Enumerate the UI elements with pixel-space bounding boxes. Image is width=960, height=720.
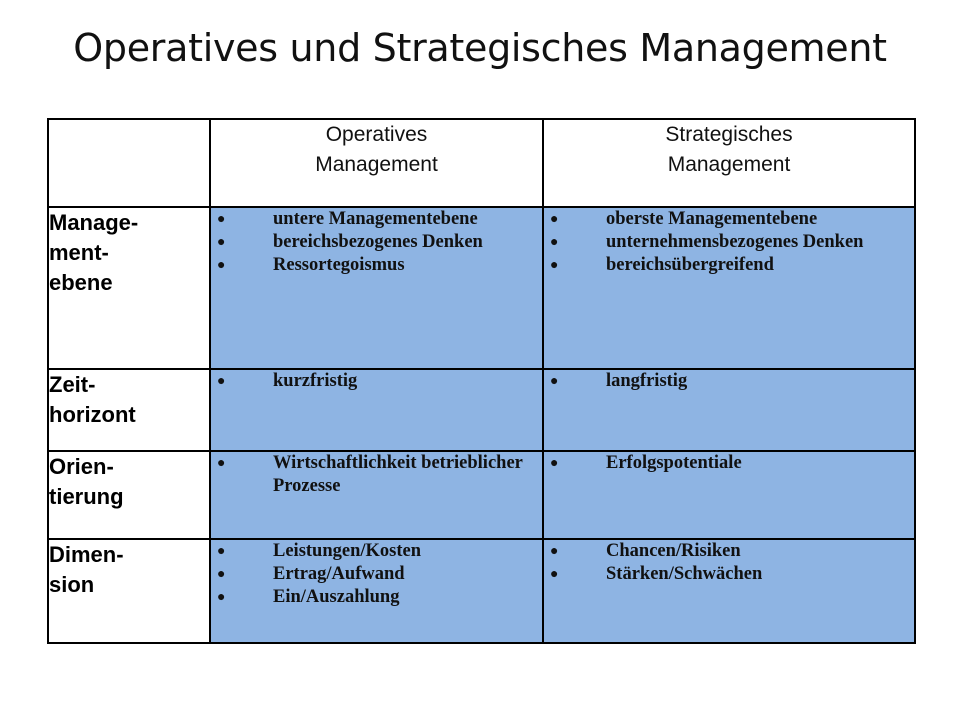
row-header-text: tierung <box>49 484 124 509</box>
bullet-icon: ● <box>217 212 226 227</box>
list-item <box>211 586 542 609</box>
row-header-text: Manage- <box>49 210 139 235</box>
row-header-text: Zeit- <box>49 372 96 397</box>
bullet-icon: ● <box>217 567 226 582</box>
column-header-text: Strategisches <box>665 123 793 146</box>
bullet-icon: ● <box>217 258 226 273</box>
bullet-icon: ● <box>217 374 226 389</box>
row-header-text: horizont <box>49 402 136 427</box>
bullet-text: Ein/Auszahlung <box>273 587 400 607</box>
bullet-icon: ● <box>550 212 559 227</box>
bullet-text: Leistungen/Kosten <box>273 541 422 561</box>
list-item <box>544 208 914 231</box>
bullet-text: Ertrag/Aufwand <box>273 564 405 584</box>
bullet-icon: ● <box>217 235 226 250</box>
bullet-text: untere Managementebene <box>273 209 478 229</box>
table-row <box>48 369 915 451</box>
row-header-text: sion <box>49 572 95 597</box>
bullet-text: Wirtschaftlichkeit betrieblicher Prozesse <box>273 453 523 496</box>
table-corner-cell <box>48 119 210 207</box>
comparison-table <box>47 118 916 644</box>
list-item <box>211 254 542 277</box>
bullet-icon: ● <box>550 456 559 471</box>
column-header-text: Management <box>667 153 791 176</box>
bullet-icon: ● <box>550 544 559 559</box>
column-header-operative <box>210 119 543 207</box>
bullet-text: unternehmensbezogenes Denken <box>606 232 864 252</box>
table-row <box>48 451 915 539</box>
list-item <box>211 452 542 498</box>
table-row <box>48 539 915 643</box>
bullet-text: Erfolgspotentiale <box>606 453 742 473</box>
cell-strategic <box>543 207 915 369</box>
list-item <box>544 563 914 586</box>
row-header-text: Orien- <box>49 454 114 479</box>
column-header-strategic <box>543 119 915 207</box>
row-header-orientation <box>48 451 210 539</box>
page-title: Operatives und Strategisches Management <box>73 26 887 70</box>
row-header-text: ment- <box>49 240 109 265</box>
list-item <box>211 231 542 254</box>
list-item <box>211 540 542 563</box>
bullet-icon: ● <box>217 544 226 559</box>
bullet-text: Chancen/Risiken <box>606 541 741 561</box>
row-header-text: ebene <box>49 270 113 295</box>
bullet-icon: ● <box>550 235 559 250</box>
column-header-text: Operatives <box>325 123 428 146</box>
row-header-dimension <box>48 539 210 643</box>
cell-operative <box>210 369 543 451</box>
row-header-time-horizon <box>48 369 210 451</box>
bullet-text: bereichsbezogenes Denken <box>273 232 483 252</box>
cell-strategic <box>543 451 915 539</box>
table-row <box>48 207 915 369</box>
cell-operative <box>210 539 543 643</box>
bullet-text: Ressortegoismus <box>273 255 405 275</box>
list-item <box>544 231 914 254</box>
bullet-text: Stärken/Schwächen <box>606 564 763 584</box>
list-item <box>544 540 914 563</box>
bullet-text: oberste Managementebene <box>606 209 818 229</box>
table-header-row <box>48 119 915 207</box>
list-item <box>544 254 914 277</box>
bullet-icon: ● <box>550 567 559 582</box>
bullet-text: bereichsübergreifend <box>606 255 774 275</box>
list-item <box>544 452 914 475</box>
list-item <box>211 370 542 393</box>
cell-strategic <box>543 369 915 451</box>
bullet-text: langfristig <box>606 371 688 391</box>
bullet-icon: ● <box>217 590 226 605</box>
cell-operative <box>210 451 543 539</box>
cell-strategic <box>543 539 915 643</box>
list-item <box>544 370 914 393</box>
bullet-icon: ● <box>550 258 559 273</box>
list-item <box>211 563 542 586</box>
bullet-icon: ● <box>550 374 559 389</box>
list-item <box>211 208 542 231</box>
row-header-management-level <box>48 207 210 369</box>
bullet-text: kurzfristig <box>273 371 358 391</box>
row-header-text: Dimen- <box>49 542 124 567</box>
column-header-text: Management <box>315 153 438 176</box>
bullet-icon: ● <box>217 456 226 471</box>
cell-operative <box>210 207 543 369</box>
